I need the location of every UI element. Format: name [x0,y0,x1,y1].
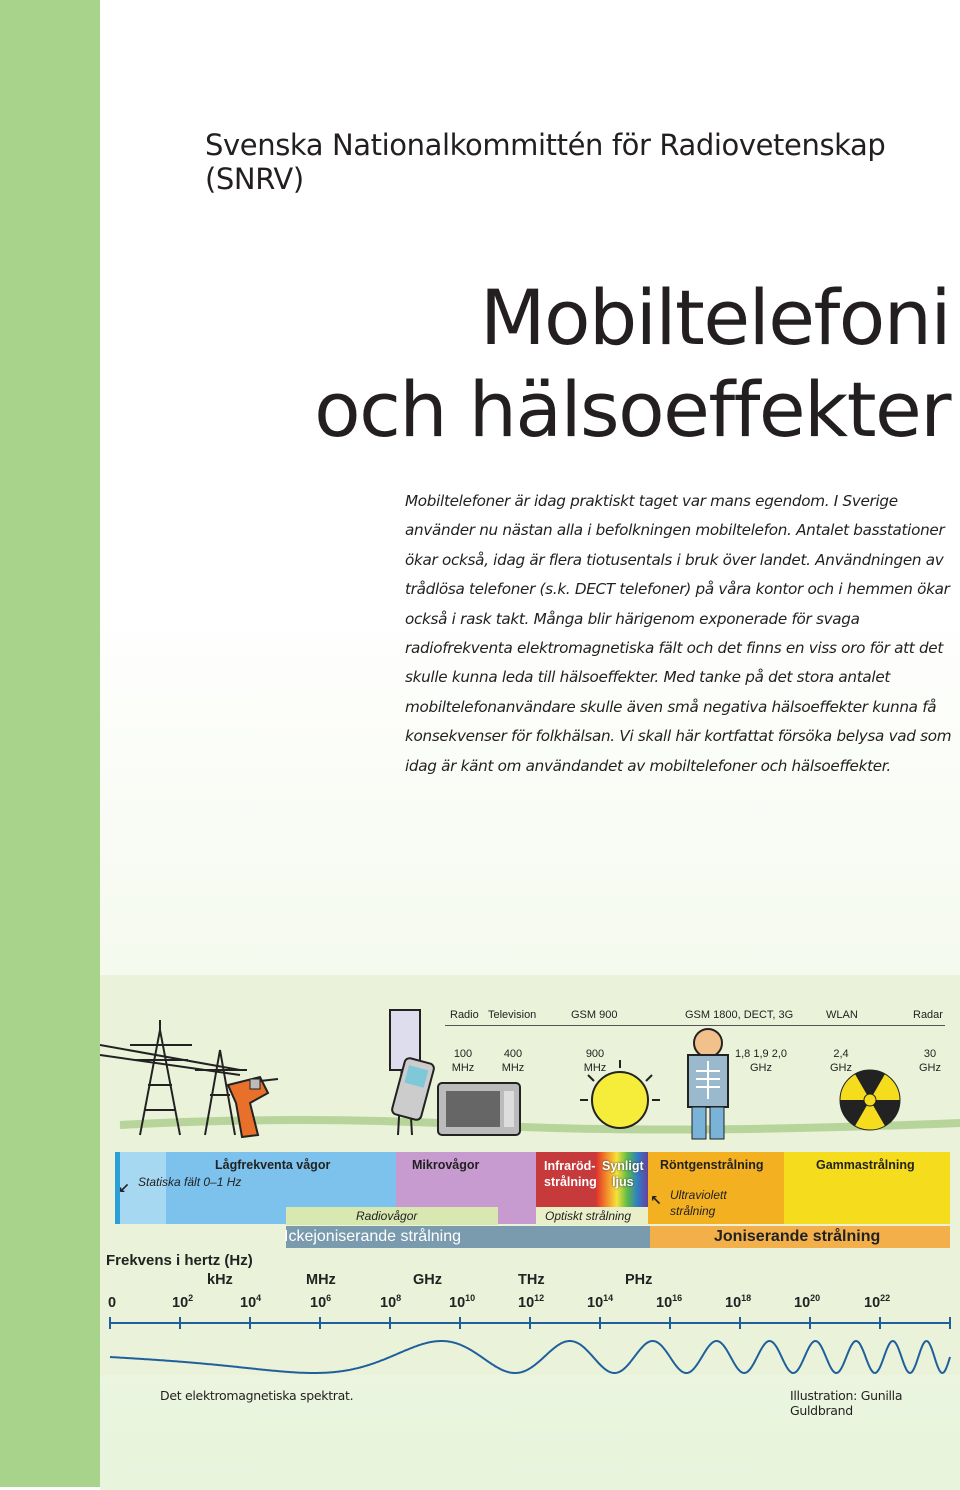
drill-icon [228,1077,278,1137]
microwave-oven-icon [438,1083,520,1135]
freq-900mhz: 900 MHz [583,1048,607,1074]
em-wave [110,1341,950,1373]
freq-30-ghz: 30 GHz [919,1048,941,1074]
app-label-radar: Radar [913,1009,943,1021]
label-radiovagor: Radiovågor [356,1209,418,1223]
label-rontgen: Röntgenstrålning [660,1158,764,1172]
tick-10-4: $10^4$ [240,1293,262,1311]
caption-left: Det elektromagnetiska spektrat. [160,1388,354,1403]
app-label-wlan: WLAN [826,1009,858,1021]
arrow-statiska-icon: ↙ [118,1181,130,1197]
prefix-thz: THz [518,1272,545,1288]
tick-10-6: $10^6$ [310,1293,332,1311]
prefix-mhz: MHz [306,1272,336,1288]
label-synligt: Synligt ljus [602,1159,644,1189]
tick-10-16: $10^{16}$ [656,1293,683,1311]
prefix-ghz: GHz [413,1272,442,1288]
wave-axis [100,1313,960,1385]
app-label-gsm900: GSM 900 [571,1009,618,1021]
tick-10-2: $10^2$ [172,1293,194,1311]
axis-title: Frekvens i hertz (Hz) [106,1252,253,1269]
xray-person-icon [688,1029,728,1139]
label-mikrovagor: Mikrovågor [412,1158,480,1172]
tick-10-22: $10^{22}$ [864,1293,891,1311]
app-label-gsm1800: GSM 1800, DECT, 3G [685,1009,794,1021]
prefix-phz: PHz [625,1272,653,1288]
label-ickejoniserande: Ickejoniserande strålning [284,1228,461,1245]
label-joniserande: Joniserande strålning [714,1228,881,1245]
title-line-1: Mobiltelefoni [479,273,950,362]
tick-10-20: $10^{20}$ [794,1293,821,1311]
title-line-2: och hälsoeffekter [314,365,950,454]
label-statiska: Statiska fält 0–1 Hz [138,1175,242,1189]
tick-10-12: $10^{12}$ [518,1293,545,1311]
organization-name: Svenska Nationalkommittén för Radiovetenskap (SNRV) [205,128,886,196]
label-infrarod: Infraröd- strålning [544,1159,597,1189]
label-gamma: Gammastrålning [816,1158,915,1172]
intro-paragraph: Mobiltelefoner är idag praktiskt taget var mans egendom. I Sverige använder nu nästan alla i befolkningen mobiltelefon. Antalet basstationer ökar också, idag är flera tiotusentals i bruk över landet. Användningen av trådlösa telefoner (s.k. DECT telefoner) på våra kontor och i hemmen ökar också i rask takt. Många blir härigenom exponerade för svaga radiofrekventa elektromagnetiska fält och det finns en viss oro för att det skulle kunna leda till hälsoeffekter. Med tanke på det stora antalet mobiltelefonanvändare skulle även små negativa hälsoeffekter kunna få konsekvenser för folkhälsan. Vi skall här kortfattat försöka belysa vad som idag är känt om användandet av mobiltelefoner och hälsoeffekter. [405,492,952,775]
tick-10-8: $10^8$ [380,1293,402,1311]
freq-2-4-ghz: 2,4 GHz [830,1048,852,1074]
label-ultraviolett: Ultraviolett strålning [670,1188,727,1218]
application-line [445,1025,945,1026]
tick-10-14: $10^{14}$ [587,1293,614,1311]
tick-0: 0 [108,1295,117,1311]
label-lagfrekventa: Lågfrekventa vågor [215,1158,331,1172]
prefix-khz: kHz [207,1272,233,1288]
tick-10-10: $10^{10}$ [449,1293,476,1311]
label-optiskt: Optiskt strålning [545,1209,632,1223]
arrow-ultraviolett-icon: ↖ [650,1193,662,1209]
freq-100mhz: 100 MHz [451,1048,475,1074]
spectrum-figure [100,975,960,1385]
freq-1-8-ghz: 1,8 1,9 2,0 GHz [735,1048,787,1074]
app-label-television: Television [488,1009,537,1021]
app-label-radio: Radio [450,1009,479,1021]
freq-400mhz: 400 MHz [501,1048,525,1074]
page-title [314,272,950,456]
tick-10-18: $10^{18}$ [725,1293,752,1311]
green-sidebar [0,0,100,1487]
caption-right: Illustration: Gunilla Guldbrand [790,1388,903,1418]
